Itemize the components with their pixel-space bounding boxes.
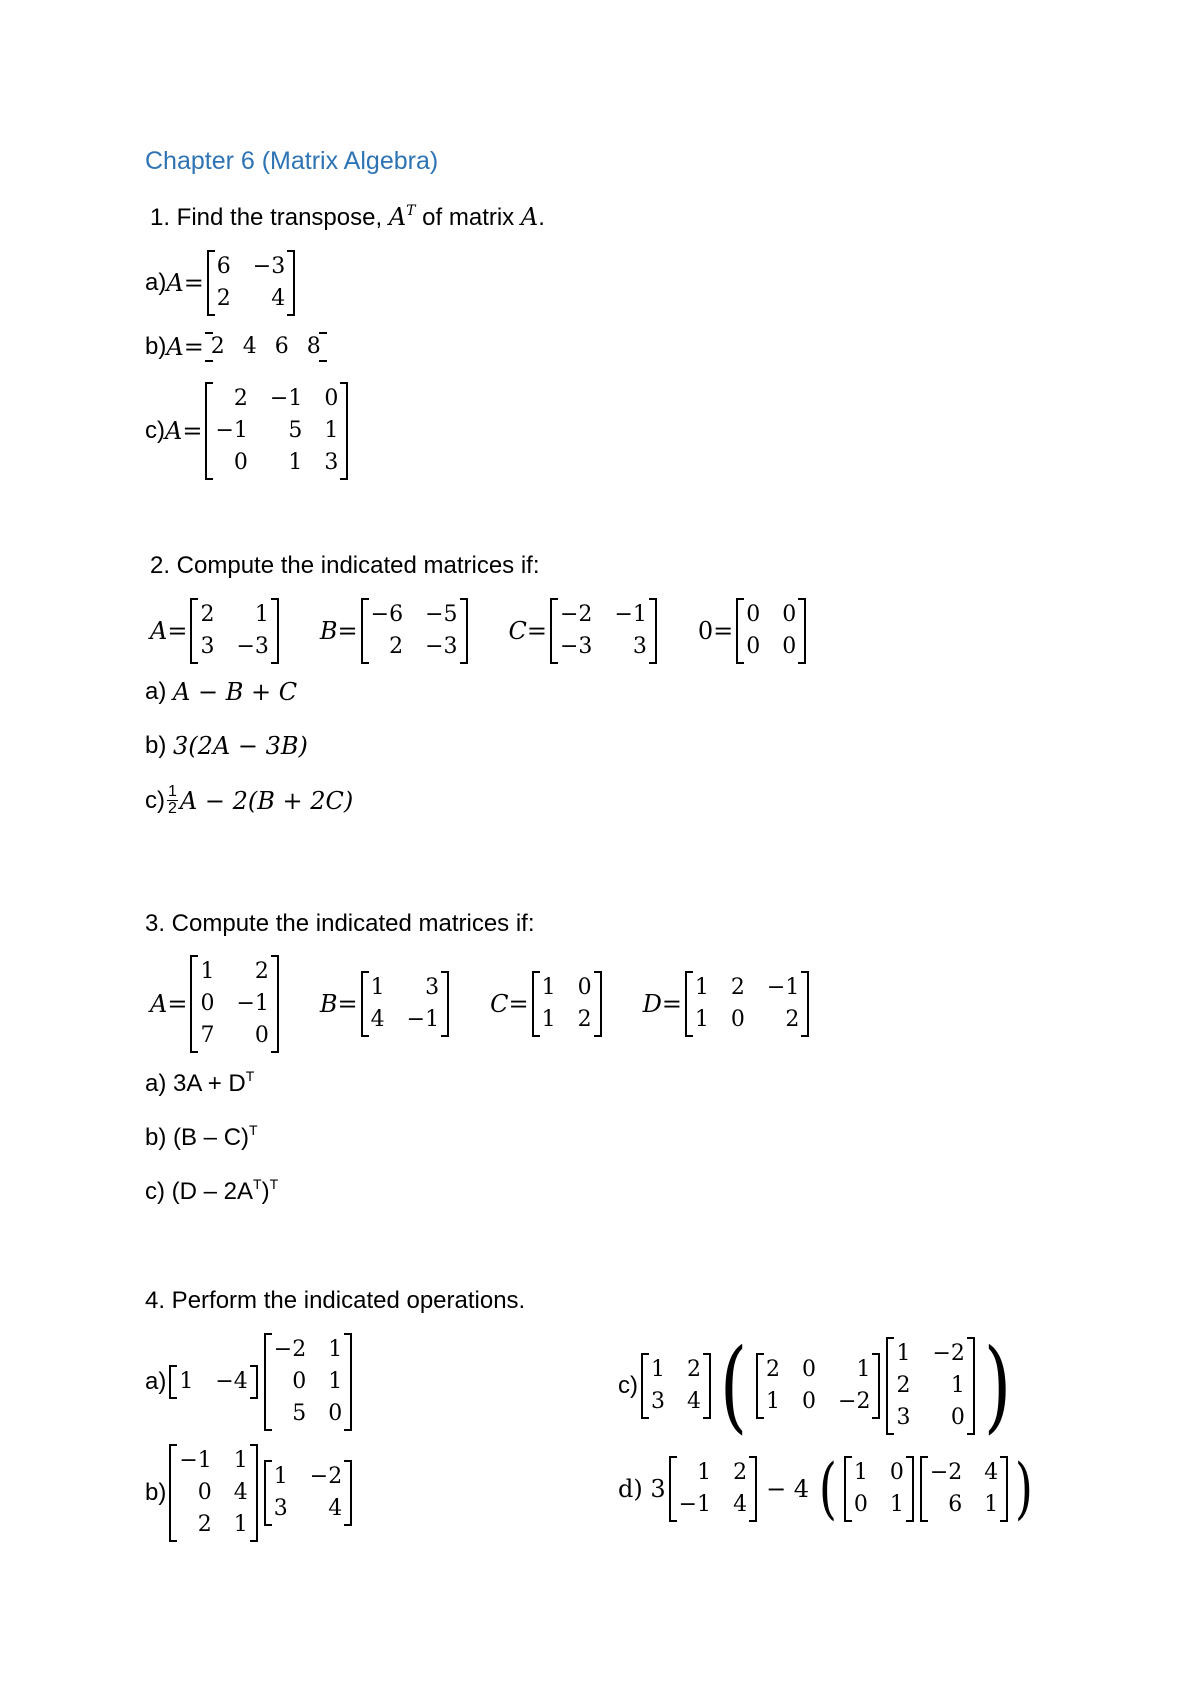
q3-definitions (150, 955, 812, 1053)
q4b-label: b) (145, 1479, 167, 1506)
q2c-label: c) (145, 786, 165, 814)
matrix-entry: −3 (236, 634, 269, 659)
q3-part-b (145, 1122, 258, 1152)
q2-O-name: 0 (697, 617, 714, 645)
q4-part-a (145, 1333, 355, 1431)
matrix-entry: 0 (324, 386, 339, 411)
matrix-entry: 2 (577, 1007, 592, 1032)
matrix-entry: 1 (896, 1341, 911, 1366)
matrix-entry: 1 (541, 975, 556, 1000)
matrix-entry: 4 (370, 1007, 385, 1032)
q1-text: 1. Find the transpose, (150, 204, 389, 231)
q3c-sup2: T (269, 1176, 279, 1192)
matrix-entry: 5 (288, 418, 303, 443)
matrix-entry: 1 (541, 1007, 556, 1032)
q1-var2: A (520, 203, 539, 231)
matrix-entry: 0 (853, 1492, 868, 1517)
matrix-entry: 5 (292, 1401, 307, 1426)
matrix-entry: −2 (932, 1341, 965, 1366)
matrix-entry: 2 (687, 1357, 701, 1382)
q2-definitions (150, 598, 809, 664)
question-4-prompt: 4. Perform the indicated operations. (145, 1287, 526, 1314)
fraction (167, 784, 178, 817)
q1b-eq: = (183, 333, 204, 361)
matrix-entry: −2 (838, 1389, 871, 1414)
q2c-expr: A − 2(B + 2C) (179, 786, 354, 815)
matrix-entry: 2 (210, 334, 225, 359)
q4d-minus: − 4 (766, 1475, 810, 1503)
frac-num: 1 (168, 783, 177, 800)
matrix-entry: 4 (984, 1460, 999, 1485)
matrix (685, 971, 809, 1037)
q1b-lhs: A (166, 333, 184, 361)
matrix-entry: −6 (370, 602, 404, 627)
matrix-entry: 0 (802, 1357, 817, 1382)
matrix-entry: 4 (733, 1492, 748, 1517)
matrix-entry: −1 (678, 1492, 712, 1517)
q4a-label: a) (145, 1368, 167, 1395)
matrix-entry: 1 (889, 1492, 904, 1517)
matrix-entry: 1 (179, 1369, 194, 1394)
matrix-entry: −1 (614, 602, 647, 627)
q4-part-b (145, 1444, 355, 1542)
q1-part-b (145, 332, 328, 362)
q3a-sup: T (245, 1068, 255, 1084)
matrix (920, 1456, 1008, 1522)
matrix (736, 598, 806, 664)
matrix-entry: 4 (242, 334, 257, 359)
matrix-entry: 1 (853, 1460, 868, 1485)
open-paren: ( (719, 1327, 748, 1444)
matrix (361, 598, 468, 664)
matrix-entry: −1 (766, 975, 800, 1000)
matrix-entry: 1 (328, 1337, 343, 1362)
q3-eq: = (508, 990, 529, 1018)
q3b-sup: T (249, 1122, 258, 1138)
matrix-entry: 0 (254, 1023, 269, 1048)
matrix-entry: 7 (200, 1023, 215, 1048)
q3-eq: = (661, 990, 682, 1018)
question-3-prompt: 3. Compute the indicated matrices if: (145, 910, 535, 937)
matrix (844, 1456, 914, 1522)
q1-var: A (388, 203, 407, 231)
q1a-eq: = (183, 269, 204, 297)
matrix (169, 1365, 257, 1399)
q3c-label2: ) (261, 1178, 270, 1205)
matrix-entry: 1 (328, 1369, 343, 1394)
q1-sup: T (406, 203, 416, 219)
matrix-entry: 3 (273, 1496, 288, 1521)
question-2-prompt: 2. Compute the indicated matrices if: (150, 552, 540, 579)
matrix-entry: 1 (694, 1007, 709, 1032)
matrix-entry: 2 (216, 286, 231, 311)
q2-eq: = (526, 617, 547, 645)
q2-part-b (145, 732, 308, 760)
matrix-entry: −1 (215, 418, 248, 443)
q3-eq: = (167, 990, 188, 1018)
matrix-entry: 0 (328, 1401, 343, 1426)
matrix-entry: 0 (802, 1389, 817, 1414)
matrix-entry: 0 (782, 602, 797, 627)
matrix-entry: 0 (577, 975, 592, 1000)
q2a-expr: A − B + C (173, 678, 298, 706)
matrix (361, 971, 449, 1037)
matrix-entry: −1 (406, 1007, 440, 1032)
matrix-entry: 6 (216, 254, 231, 279)
q1c-lhs: A (165, 417, 183, 445)
matrix-entry: 1 (950, 1373, 965, 1398)
matrix-entry: 0 (950, 1405, 965, 1430)
matrix-entry: −2 (309, 1464, 343, 1489)
q3-D-name: D (642, 990, 662, 1018)
q4d-label: d) 3 (618, 1475, 666, 1503)
close-paren: ) (983, 1327, 1012, 1444)
q1-part-c (145, 382, 351, 480)
matrix-entry: 2 (766, 1357, 781, 1382)
q2b-expr: 3(2A − 3B) (173, 732, 308, 760)
q3-part-a (145, 1068, 254, 1098)
q2-part-a (145, 678, 297, 706)
matrix-entry: 3 (324, 450, 339, 475)
matrix-entry: 2 (200, 602, 215, 627)
q3c-label: c) (D – 2A (145, 1178, 254, 1205)
matrix-entry: 1 (324, 418, 339, 443)
matrix-entry: 4 (233, 1480, 248, 1505)
matrix-entry: 0 (292, 1369, 307, 1394)
q2a-label: a) (145, 678, 167, 705)
matrix-entry: 1 (856, 1357, 871, 1382)
matrix-entry: 0 (746, 602, 761, 627)
q2-B-name: B (319, 617, 338, 645)
matrix-entry: 0 (200, 991, 215, 1016)
matrix-entry: 2 (389, 634, 404, 659)
matrix-entry: 3 (200, 634, 215, 659)
q2-eq: = (337, 617, 358, 645)
open-paren: ( (818, 1450, 837, 1527)
matrix-entry: 2 (730, 975, 745, 1000)
matrix-entry: 4 (687, 1389, 701, 1414)
matrix-entry: 1 (766, 1389, 781, 1414)
q2-eq: = (713, 617, 734, 645)
matrix (190, 955, 278, 1053)
matrix (264, 1333, 352, 1431)
q3a-label: a) 3A + D (145, 1070, 246, 1097)
matrix-entry: 3 (425, 975, 440, 1000)
matrix-entry: 1 (233, 1448, 248, 1473)
matrix (641, 1353, 711, 1419)
matrix-entry: −2 (560, 602, 593, 627)
matrix (886, 1337, 974, 1435)
q3-part-c (145, 1176, 278, 1206)
matrix-entry: 3 (651, 1389, 665, 1414)
matrix-entry: 1 (200, 959, 215, 984)
matrix (190, 598, 278, 664)
q1-dot: . (538, 204, 545, 231)
matrix-entry: 0 (889, 1460, 904, 1485)
matrix-entry: 1 (984, 1492, 999, 1517)
matrix-entry: 4 (271, 286, 286, 311)
q3-A-name: A (150, 990, 168, 1018)
q2-eq: = (167, 617, 188, 645)
q1c-eq: = (182, 417, 203, 445)
matrix-entry: −1 (236, 991, 269, 1016)
matrix-entry: −2 (929, 1460, 963, 1485)
matrix (756, 1353, 880, 1419)
matrix-entry: 6 (948, 1492, 963, 1517)
matrix-entry: 2 (896, 1373, 911, 1398)
matrix-entry: −3 (425, 634, 458, 659)
q3c-sup1: T (253, 1176, 262, 1192)
q2-C-name: C (508, 617, 527, 645)
close-paren: ) (1015, 1450, 1034, 1527)
q3b-label: b) (B – C) (145, 1124, 250, 1151)
q1-text2: of matrix (415, 204, 521, 231)
matrix (207, 250, 295, 316)
matrix-entry: 1 (254, 602, 269, 627)
matrix (264, 1460, 352, 1526)
matrix (169, 1444, 257, 1542)
matrix-entry: 1 (697, 1460, 712, 1485)
q1b-label: b) (145, 333, 167, 360)
q4-part-d (618, 1450, 1037, 1527)
matrix-entry: −3 (560, 634, 593, 659)
q3-eq: = (337, 990, 358, 1018)
matrix-entry: 3 (896, 1405, 911, 1430)
matrix (550, 598, 657, 664)
matrix-entry: 0 (233, 450, 248, 475)
matrix-entry: 3 (632, 634, 647, 659)
matrix-entry: 2 (233, 386, 248, 411)
matrix (205, 382, 348, 480)
matrix-row (207, 332, 325, 362)
q4-part-c (618, 1327, 1017, 1444)
matrix-entry: 1 (288, 450, 303, 475)
question-1-prompt (150, 203, 545, 232)
q4c-label: c) (618, 1372, 638, 1399)
page-title: Chapter 6 (Matrix Algebra) (145, 147, 439, 175)
matrix-entry: 1 (273, 1464, 288, 1489)
matrix-entry: 6 (274, 334, 289, 359)
matrix-entry: 1 (694, 975, 709, 1000)
matrix-entry: −3 (252, 254, 286, 279)
q2-part-c (145, 784, 353, 817)
matrix-entry: 0 (197, 1480, 212, 1505)
matrix-entry: −2 (273, 1337, 307, 1362)
q1-part-a (145, 250, 298, 316)
matrix-entry: −4 (215, 1369, 248, 1394)
matrix-entry: 2 (197, 1512, 212, 1537)
q2-A-name: A (150, 617, 168, 645)
matrix-entry: 2 (785, 1007, 800, 1032)
frac-den: 2 (168, 800, 177, 817)
matrix-entry: 1 (370, 975, 385, 1000)
matrix-entry: 2 (733, 1460, 748, 1485)
matrix-entry: 4 (328, 1496, 343, 1521)
q2b-label: b) (145, 732, 167, 759)
matrix-entry: 1 (651, 1357, 665, 1382)
matrix-entry: −1 (179, 1448, 212, 1473)
matrix (532, 971, 602, 1037)
matrix-entry: 0 (746, 634, 761, 659)
matrix-entry: 0 (730, 1007, 745, 1032)
matrix-entry: −1 (269, 386, 303, 411)
matrix-entry: 1 (233, 1512, 248, 1537)
q3-B-name: B (319, 990, 338, 1018)
matrix-entry: 8 (306, 334, 321, 359)
matrix (669, 1456, 757, 1522)
q1a-lhs: A (166, 269, 184, 297)
q1c-label: c) (145, 417, 165, 444)
q3-C-name: C (490, 990, 509, 1018)
matrix-entry: 0 (782, 634, 797, 659)
q1a-label: a) (145, 269, 167, 296)
matrix-entry: −5 (425, 602, 458, 627)
matrix-entry: 2 (254, 959, 269, 984)
